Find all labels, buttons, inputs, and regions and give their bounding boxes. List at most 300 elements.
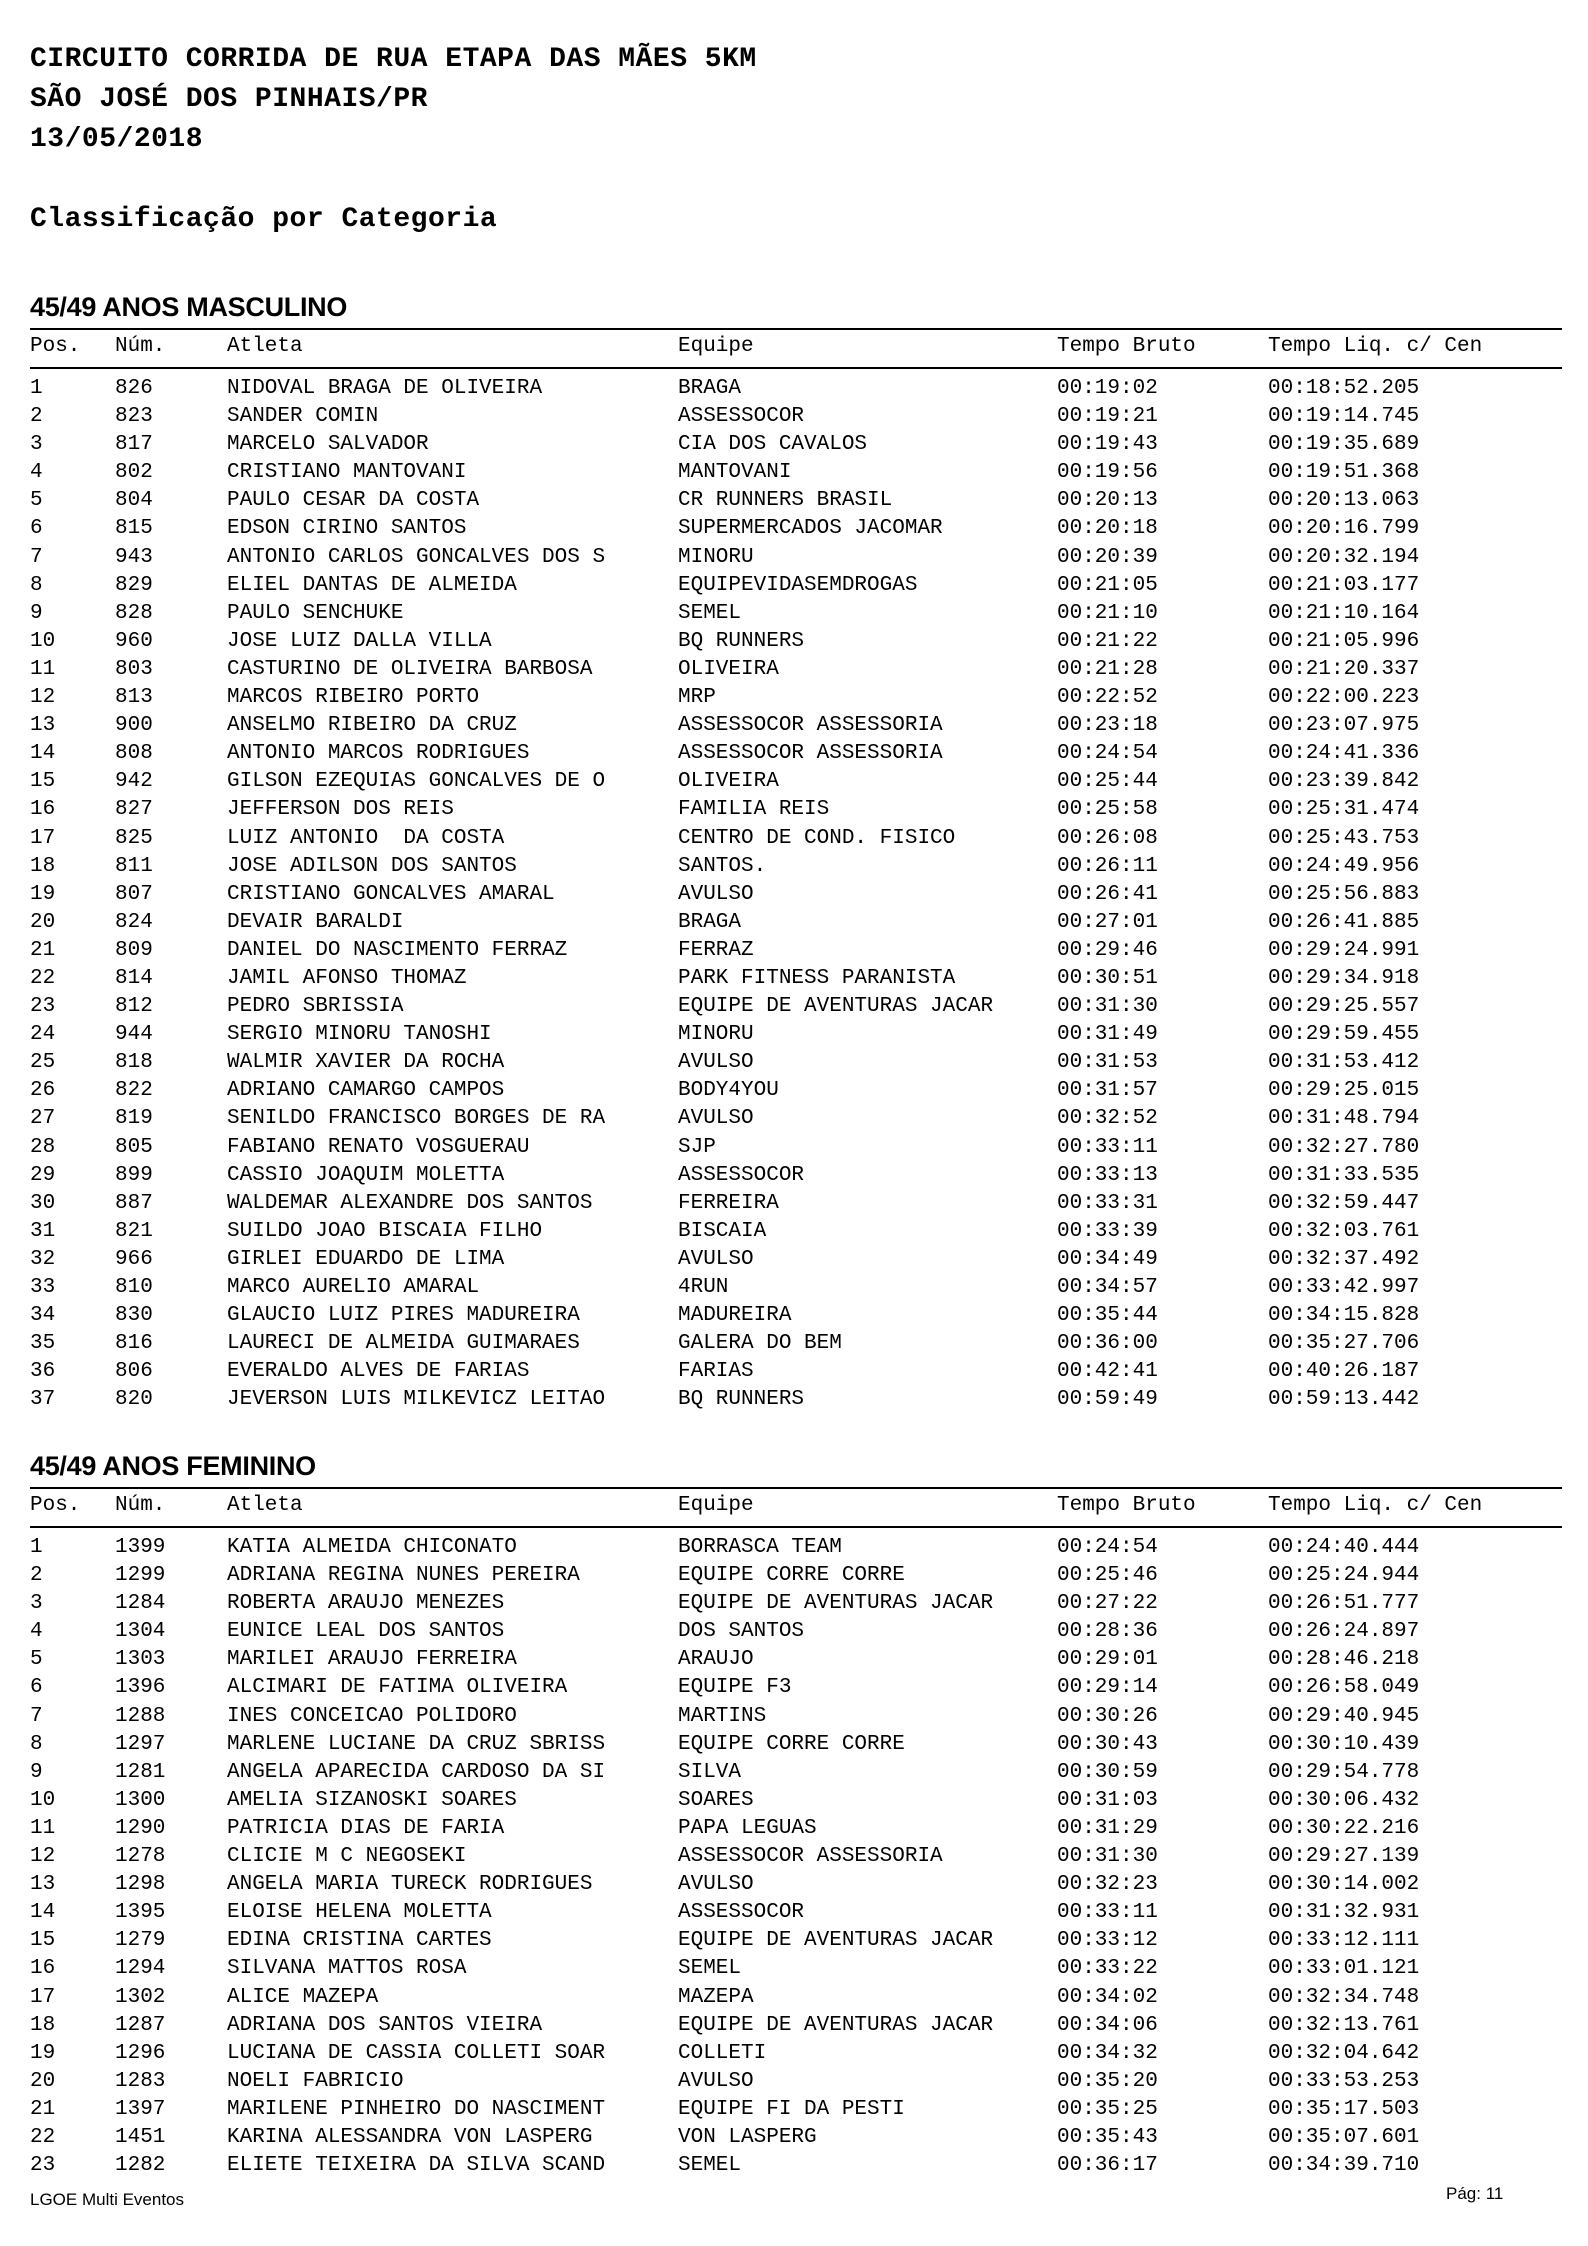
cell-equipe: GALERA DO BEM bbox=[678, 1332, 842, 1356]
cell-pos: 19 bbox=[30, 2041, 56, 2065]
category-section-masculino bbox=[30, 290, 1562, 1414]
cell-tempo-bruto: 00:25:44 bbox=[1057, 770, 1158, 794]
cell-num: 900 bbox=[115, 714, 153, 738]
cell-tempo-liq: 00:21:05.996 bbox=[1268, 629, 1420, 653]
cell-equipe: COLLETI bbox=[678, 2041, 767, 2065]
cell-tempo-bruto: 00:34:32 bbox=[1057, 2041, 1158, 2065]
document-header bbox=[30, 40, 757, 160]
cell-num: 802 bbox=[115, 461, 153, 485]
cell-tempo-bruto: 00:24:54 bbox=[1057, 1536, 1158, 1559]
cell-pos: 28 bbox=[30, 1135, 56, 1159]
event-title: CIRCUITO CORRIDA DE RUA ETAPA DAS MÃES 5KM bbox=[30, 44, 757, 75]
cell-atleta: NOELI FABRICIO bbox=[227, 2069, 404, 2093]
cell-num: 1399 bbox=[115, 1536, 166, 1559]
cell-num: 812 bbox=[115, 995, 153, 1019]
cell-tempo-bruto: 00:32:52 bbox=[1057, 1107, 1158, 1131]
cell-atleta: CLICIE M C NEGOSEKI bbox=[227, 1845, 467, 1869]
cell-num: 808 bbox=[115, 742, 153, 766]
cell-num: 1279 bbox=[115, 1929, 166, 1953]
cell-atleta: SENILDO FRANCISCO BORGES DE RA bbox=[227, 1107, 606, 1131]
cell-num: 822 bbox=[115, 1079, 153, 1103]
cell-equipe: FERREIRA bbox=[678, 1191, 779, 1215]
cell-pos: 23 bbox=[30, 2154, 56, 2178]
table-row bbox=[30, 1927, 1562, 1955]
cell-equipe: ASSESSOCOR bbox=[678, 1163, 805, 1187]
cell-tempo-liq: 00:32:27.780 bbox=[1268, 1135, 1420, 1159]
table-row bbox=[30, 1021, 1562, 1049]
cell-num: 804 bbox=[115, 489, 153, 513]
cell-atleta: CRISTIANO MANTOVANI bbox=[227, 461, 467, 485]
cell-num: 807 bbox=[115, 882, 153, 906]
col-header-pos: Pos. bbox=[30, 1494, 81, 1517]
cell-equipe: AVULSO bbox=[678, 1247, 754, 1271]
cell-tempo-liq: 00:24:41.336 bbox=[1268, 742, 1420, 766]
table-row bbox=[30, 993, 1562, 1021]
cell-num: 1299 bbox=[115, 1564, 166, 1588]
cell-atleta: EDSON CIRINO SANTOS bbox=[227, 517, 467, 541]
cell-tempo-bruto: 00:20:13 bbox=[1057, 489, 1158, 513]
cell-tempo-liq: 00:23:07.975 bbox=[1268, 714, 1420, 738]
table-row bbox=[30, 1105, 1562, 1133]
cell-tempo-bruto: 00:27:01 bbox=[1057, 910, 1158, 934]
cell-atleta: ROBERTA ARAUJO MENEZES bbox=[227, 1592, 505, 1616]
table-row bbox=[30, 1134, 1562, 1162]
cell-equipe: SEMEL bbox=[678, 2154, 742, 2178]
cell-pos: 4 bbox=[30, 1620, 43, 1644]
cell-tempo-bruto: 00:21:28 bbox=[1057, 657, 1158, 681]
cell-atleta: SANDER COMIN bbox=[227, 405, 379, 429]
cell-tempo-liq: 00:25:24.944 bbox=[1268, 1564, 1420, 1588]
cell-atleta: ELOISE HELENA MOLETTA bbox=[227, 1901, 492, 1925]
cell-equipe: AVULSO bbox=[678, 1051, 754, 1075]
table-row bbox=[30, 853, 1562, 881]
cell-equipe: SJP bbox=[678, 1135, 716, 1159]
table-row bbox=[30, 1274, 1562, 1302]
table-row bbox=[30, 1759, 1562, 1787]
cell-tempo-liq: 00:25:43.753 bbox=[1268, 826, 1420, 850]
cell-equipe: DOS SANTOS bbox=[678, 1620, 805, 1644]
cell-tempo-liq: 00:32:03.761 bbox=[1268, 1219, 1420, 1243]
cell-pos: 9 bbox=[30, 1760, 43, 1784]
table-row bbox=[30, 1358, 1562, 1386]
cell-tempo-bruto: 00:42:41 bbox=[1057, 1360, 1158, 1384]
table-row bbox=[30, 1984, 1562, 2012]
cell-tempo-bruto: 00:29:46 bbox=[1057, 938, 1158, 962]
cell-pos: 20 bbox=[30, 910, 56, 934]
table-row bbox=[30, 712, 1562, 740]
cell-equipe: MINORU bbox=[678, 1023, 754, 1047]
cell-equipe: EQUIPE DE AVENTURAS JACAR bbox=[678, 2013, 994, 2037]
cell-atleta: PEDRO SBRISSIA bbox=[227, 995, 404, 1019]
table-row bbox=[30, 1330, 1562, 1358]
table-row bbox=[30, 1618, 1562, 1646]
page-label: Pág: bbox=[1446, 2184, 1481, 2203]
cell-tempo-bruto: 00:28:36 bbox=[1057, 1620, 1158, 1644]
cell-pos: 35 bbox=[30, 1332, 56, 1356]
classification-subtitle: Classificação por Categoria bbox=[30, 204, 498, 235]
cell-tempo-bruto: 00:35:43 bbox=[1057, 2125, 1158, 2149]
cell-pos: 2 bbox=[30, 1564, 43, 1588]
table-row bbox=[30, 1815, 1562, 1843]
cell-num: 817 bbox=[115, 433, 153, 457]
cell-tempo-liq: 00:19:35.689 bbox=[1268, 433, 1420, 457]
cell-equipe: BODY4YOU bbox=[678, 1079, 779, 1103]
cell-tempo-bruto: 00:31:49 bbox=[1057, 1023, 1158, 1047]
cell-tempo-bruto: 00:20:39 bbox=[1057, 545, 1158, 569]
cell-equipe: ASSESSOCOR ASSESSORIA bbox=[678, 742, 943, 766]
cell-pos: 3 bbox=[30, 433, 43, 457]
cell-tempo-liq: 00:29:40.945 bbox=[1268, 1704, 1420, 1728]
table-row bbox=[30, 375, 1562, 403]
section-title: 45/49 ANOS MASCULINO bbox=[30, 292, 348, 322]
cell-pos: 2 bbox=[30, 405, 43, 429]
cell-tempo-bruto: 00:33:31 bbox=[1057, 1191, 1158, 1215]
cell-num: 899 bbox=[115, 1163, 153, 1187]
table-row bbox=[30, 2068, 1562, 2096]
cell-num: 823 bbox=[115, 405, 153, 429]
cell-pos: 36 bbox=[30, 1360, 56, 1384]
cell-num: 828 bbox=[115, 601, 153, 625]
cell-tempo-liq: 00:30:14.002 bbox=[1268, 1873, 1420, 1897]
cell-tempo-bruto: 00:33:11 bbox=[1057, 1135, 1158, 1159]
cell-atleta: EUNICE LEAL DOS SANTOS bbox=[227, 1620, 505, 1644]
cell-equipe: SEMEL bbox=[678, 1957, 742, 1981]
cell-atleta: MARILENE PINHEIRO DO NASCIMENT bbox=[227, 2097, 606, 2121]
cell-pos: 1 bbox=[30, 1536, 43, 1559]
col-header-tempo-bruto: Tempo Bruto bbox=[1057, 1494, 1196, 1517]
cell-tempo-liq: 00:25:56.883 bbox=[1268, 882, 1420, 906]
cell-tempo-bruto: 00:32:23 bbox=[1057, 1873, 1158, 1897]
event-date: 13/05/2018 bbox=[30, 124, 204, 155]
cell-equipe: AVULSO bbox=[678, 1873, 754, 1897]
cell-pos: 15 bbox=[30, 1929, 56, 1953]
cell-pos: 6 bbox=[30, 517, 43, 541]
cell-pos: 12 bbox=[30, 1845, 56, 1869]
cell-pos: 11 bbox=[30, 657, 56, 681]
cell-num: 943 bbox=[115, 545, 153, 569]
cell-pos: 30 bbox=[30, 1191, 56, 1215]
cell-equipe: SOARES bbox=[678, 1788, 754, 1812]
cell-equipe: AVULSO bbox=[678, 2069, 754, 2093]
cell-equipe: ASSESSOCOR ASSESSORIA bbox=[678, 714, 943, 738]
cell-tempo-liq: 00:35:17.503 bbox=[1268, 2097, 1420, 2121]
cell-num: 1395 bbox=[115, 1901, 166, 1925]
cell-tempo-bruto: 00:21:22 bbox=[1057, 629, 1158, 653]
cell-atleta: ADRIANA REGINA NUNES PEREIRA bbox=[227, 1564, 580, 1588]
table-row bbox=[30, 600, 1562, 628]
cell-tempo-liq: 00:30:10.439 bbox=[1268, 1732, 1420, 1756]
cell-equipe: FAMILIA REIS bbox=[678, 798, 830, 822]
col-header-atleta: Atleta bbox=[227, 1494, 303, 1517]
cell-atleta: SERGIO MINORU TANOSHI bbox=[227, 1023, 492, 1047]
cell-atleta: JEVERSON LUIS MILKEVICZ LEITAO bbox=[227, 1388, 606, 1412]
cell-num: 811 bbox=[115, 854, 153, 878]
table-row bbox=[30, 1899, 1562, 1927]
cell-pos: 14 bbox=[30, 1901, 56, 1925]
cell-atleta: ANTONIO CARLOS GONCALVES DOS S bbox=[227, 545, 606, 569]
table-row bbox=[30, 768, 1562, 796]
cell-pos: 7 bbox=[30, 545, 43, 569]
cell-tempo-liq: 00:29:27.139 bbox=[1268, 1845, 1420, 1869]
cell-pos: 5 bbox=[30, 489, 43, 513]
cell-tempo-liq: 00:31:48.794 bbox=[1268, 1107, 1420, 1131]
cell-equipe: SANTOS. bbox=[678, 854, 767, 878]
cell-num: 1296 bbox=[115, 2041, 166, 2065]
cell-tempo-bruto: 00:31:53 bbox=[1057, 1051, 1158, 1075]
cell-tempo-bruto: 00:35:25 bbox=[1057, 2097, 1158, 2121]
cell-pos: 10 bbox=[30, 629, 56, 653]
cell-tempo-liq: 00:26:24.897 bbox=[1268, 1620, 1420, 1644]
table-row bbox=[30, 825, 1562, 853]
cell-pos: 31 bbox=[30, 1219, 56, 1243]
cell-num: 1288 bbox=[115, 1704, 166, 1728]
cell-pos: 16 bbox=[30, 1957, 56, 1981]
col-header-tempo-liq: Tempo Liq. c/ Cen bbox=[1268, 335, 1483, 358]
cell-atleta: ELIETE TEIXEIRA DA SILVA SCAND bbox=[227, 2154, 606, 2178]
col-header-atleta: Atleta bbox=[227, 335, 303, 358]
cell-pos: 20 bbox=[30, 2069, 56, 2093]
cell-equipe: MINORU bbox=[678, 545, 754, 569]
table-row bbox=[30, 656, 1562, 684]
cell-equipe: SILVA bbox=[678, 1760, 742, 1784]
cell-num: 1278 bbox=[115, 1845, 166, 1869]
cell-tempo-bruto: 00:33:22 bbox=[1057, 1957, 1158, 1981]
cell-atleta: WALMIR XAVIER DA ROCHA bbox=[227, 1051, 505, 1075]
cell-equipe: CR RUNNERS BRASIL bbox=[678, 489, 893, 513]
cell-tempo-bruto: 00:36:17 bbox=[1057, 2154, 1158, 2178]
cell-tempo-liq: 00:29:25.015 bbox=[1268, 1079, 1420, 1103]
table-row bbox=[30, 965, 1562, 993]
cell-tempo-bruto: 00:31:30 bbox=[1057, 1845, 1158, 1869]
table-row bbox=[30, 1049, 1562, 1077]
cell-num: 816 bbox=[115, 1332, 153, 1356]
cell-atleta: PATRICIA DIAS DE FARIA bbox=[227, 1816, 505, 1840]
cell-equipe: EQUIPE DE AVENTURAS JACAR bbox=[678, 995, 994, 1019]
cell-atleta: JOSE ADILSON DOS SANTOS bbox=[227, 854, 517, 878]
table-row bbox=[30, 909, 1562, 937]
cell-tempo-liq: 00:20:13.063 bbox=[1268, 489, 1420, 513]
cell-num: 1451 bbox=[115, 2125, 166, 2149]
cell-num: 810 bbox=[115, 1276, 153, 1299]
cell-tempo-liq: 00:32:04.642 bbox=[1268, 2041, 1420, 2065]
cell-equipe: EQUIPE FI DA PESTI bbox=[678, 2097, 905, 2121]
cell-pos: 8 bbox=[30, 1732, 43, 1756]
cell-atleta: SUILDO JOAO BISCAIA FILHO bbox=[227, 1219, 543, 1243]
cell-num: 1284 bbox=[115, 1592, 166, 1616]
cell-tempo-bruto: 00:19:21 bbox=[1057, 405, 1158, 429]
cell-num: 960 bbox=[115, 629, 153, 653]
cell-tempo-liq: 00:33:42.997 bbox=[1268, 1276, 1420, 1299]
cell-atleta: WALDEMAR ALEXANDRE DOS SANTOS bbox=[227, 1191, 593, 1215]
table-row bbox=[30, 1218, 1562, 1246]
col-header-tempo-bruto: Tempo Bruto bbox=[1057, 335, 1196, 358]
cell-tempo-bruto: 00:35:44 bbox=[1057, 1304, 1158, 1328]
cell-equipe: ARAUJO bbox=[678, 1648, 754, 1672]
cell-tempo-bruto: 00:35:20 bbox=[1057, 2069, 1158, 2093]
table-row bbox=[30, 1562, 1562, 1590]
cell-atleta: EDINA CRISTINA CARTES bbox=[227, 1929, 492, 1953]
cell-atleta: AMELIA SIZANOSKI SOARES bbox=[227, 1788, 517, 1812]
cell-num: 814 bbox=[115, 966, 153, 990]
cell-num: 806 bbox=[115, 1360, 153, 1384]
cell-tempo-bruto: 00:34:02 bbox=[1057, 1985, 1158, 2009]
cell-atleta: KARINA ALESSANDRA VON LASPERG bbox=[227, 2125, 593, 2149]
cell-atleta: ELIEL DANTAS DE ALMEIDA bbox=[227, 573, 517, 597]
cell-atleta: JAMIL AFONSO THOMAZ bbox=[227, 966, 467, 990]
cell-tempo-bruto: 00:21:10 bbox=[1057, 601, 1158, 625]
cell-tempo-liq: 00:32:37.492 bbox=[1268, 1247, 1420, 1271]
cell-tempo-bruto: 00:25:58 bbox=[1057, 798, 1158, 822]
cell-pos: 8 bbox=[30, 573, 43, 597]
col-header-num: Núm. bbox=[115, 1494, 166, 1517]
cell-atleta: PAULO SENCHUKE bbox=[227, 601, 404, 625]
cell-atleta: LAURECI DE ALMEIDA GUIMARAES bbox=[227, 1332, 580, 1356]
cell-pos: 34 bbox=[30, 1304, 56, 1328]
cell-atleta: ADRIANA DOS SANTOS VIEIRA bbox=[227, 2013, 543, 2037]
cell-equipe: PARK FITNESS PARANISTA bbox=[678, 966, 956, 990]
cell-pos: 17 bbox=[30, 826, 56, 850]
cell-pos: 18 bbox=[30, 2013, 56, 2037]
cell-tempo-liq: 00:33:53.253 bbox=[1268, 2069, 1420, 2093]
table-row bbox=[30, 1077, 1562, 1105]
cell-tempo-liq: 00:21:20.337 bbox=[1268, 657, 1420, 681]
cell-tempo-bruto: 00:26:41 bbox=[1057, 882, 1158, 906]
cell-num: 942 bbox=[115, 770, 153, 794]
table-row bbox=[30, 2124, 1562, 2152]
cell-equipe: OLIVEIRA bbox=[678, 770, 779, 794]
cell-tempo-liq: 00:26:41.885 bbox=[1268, 910, 1420, 934]
cell-pos: 22 bbox=[30, 2125, 56, 2149]
table-row bbox=[30, 1674, 1562, 1702]
cell-tempo-bruto: 00:31:29 bbox=[1057, 1816, 1158, 1840]
cell-atleta: JOSE LUIZ DALLA VILLA bbox=[227, 629, 492, 653]
cell-pos: 21 bbox=[30, 938, 56, 962]
table-row bbox=[30, 1787, 1562, 1815]
cell-tempo-bruto: 00:26:08 bbox=[1057, 826, 1158, 850]
cell-pos: 3 bbox=[30, 1592, 43, 1616]
cell-equipe: EQUIPE DE AVENTURAS JACAR bbox=[678, 1592, 994, 1616]
cell-atleta: PAULO CESAR DA COSTA bbox=[227, 489, 480, 513]
table-row bbox=[30, 1162, 1562, 1190]
cell-atleta: LUIZ ANTONIO DA COSTA bbox=[227, 826, 505, 850]
cell-tempo-bruto: 00:23:18 bbox=[1057, 714, 1158, 738]
cell-tempo-bruto: 00:31:03 bbox=[1057, 1788, 1158, 1812]
cell-tempo-liq: 00:30:06.432 bbox=[1268, 1788, 1420, 1812]
cell-tempo-liq: 00:34:39.710 bbox=[1268, 2154, 1420, 2178]
cell-atleta: MARLENE LUCIANE DA CRUZ SBRISS bbox=[227, 1732, 606, 1756]
cell-equipe: BORRASCA TEAM bbox=[678, 1536, 842, 1559]
col-header-tempo-liq: Tempo Liq. c/ Cen bbox=[1268, 1494, 1483, 1517]
table-row bbox=[30, 431, 1562, 459]
cell-num: 1302 bbox=[115, 1985, 166, 2009]
cell-tempo-liq: 00:29:25.557 bbox=[1268, 995, 1420, 1019]
cell-atleta: GIRLEI EDUARDO DE LIMA bbox=[227, 1247, 505, 1271]
cell-pos: 33 bbox=[30, 1276, 56, 1299]
table-row bbox=[30, 881, 1562, 909]
cell-equipe: BRAGA bbox=[678, 377, 742, 400]
cell-num: 1397 bbox=[115, 2097, 166, 2121]
cell-num: 818 bbox=[115, 1051, 153, 1075]
table-row bbox=[30, 544, 1562, 572]
table-row bbox=[30, 1871, 1562, 1899]
table-row bbox=[30, 1843, 1562, 1871]
cell-pos: 12 bbox=[30, 686, 56, 710]
cell-tempo-bruto: 00:27:22 bbox=[1057, 1592, 1158, 1616]
cell-num: 1281 bbox=[115, 1760, 166, 1784]
cell-num: 827 bbox=[115, 798, 153, 822]
cell-equipe: EQUIPE F3 bbox=[678, 1676, 792, 1700]
cell-atleta: CASSIO JOAQUIM MOLETTA bbox=[227, 1163, 505, 1187]
cell-tempo-bruto: 00:21:05 bbox=[1057, 573, 1158, 597]
cell-tempo-bruto: 00:30:51 bbox=[1057, 966, 1158, 990]
cell-tempo-liq: 00:29:54.778 bbox=[1268, 1760, 1420, 1784]
cell-num: 1282 bbox=[115, 2154, 166, 2178]
cell-equipe: BQ RUNNERS bbox=[678, 1388, 805, 1412]
cell-pos: 13 bbox=[30, 714, 56, 738]
cell-equipe: AVULSO bbox=[678, 1107, 754, 1131]
cell-atleta: GLAUCIO LUIZ PIRES MADUREIRA bbox=[227, 1304, 580, 1328]
cell-tempo-liq: 00:33:01.121 bbox=[1268, 1957, 1420, 1981]
cell-equipe: ASSESSOCOR bbox=[678, 1901, 805, 1925]
cell-atleta: SILVANA MATTOS ROSA bbox=[227, 1957, 467, 1981]
cell-equipe: 4RUN bbox=[678, 1276, 729, 1299]
cell-atleta: LUCIANA DE CASSIA COLLETI SOAR bbox=[227, 2041, 606, 2065]
cell-tempo-bruto: 00:34:06 bbox=[1057, 2013, 1158, 2037]
cell-tempo-bruto: 00:34:49 bbox=[1057, 1247, 1158, 1271]
cell-equipe: VON LASPERG bbox=[678, 2125, 817, 2149]
cell-tempo-liq: 00:19:51.368 bbox=[1268, 461, 1420, 485]
cell-pos: 29 bbox=[30, 1163, 56, 1187]
cell-tempo-liq: 00:26:58.049 bbox=[1268, 1676, 1420, 1700]
cell-tempo-bruto: 00:29:14 bbox=[1057, 1676, 1158, 1700]
cell-tempo-bruto: 00:19:02 bbox=[1057, 377, 1158, 400]
cell-tempo-liq: 00:21:10.164 bbox=[1268, 601, 1420, 625]
col-header-pos: Pos. bbox=[30, 335, 81, 358]
cell-atleta: CASTURINO DE OLIVEIRA BARBOSA bbox=[227, 657, 593, 681]
event-location: SÃO JOSÉ DOS PINHAIS/PR bbox=[30, 84, 428, 115]
table-row bbox=[30, 1534, 1562, 1562]
footer-organizer: LGOE Multi Eventos bbox=[30, 2190, 185, 2209]
cell-atleta: CRISTIANO GONCALVES AMARAL bbox=[227, 882, 555, 906]
cell-num: 824 bbox=[115, 910, 153, 934]
cell-num: 1283 bbox=[115, 2069, 166, 2093]
cell-num: 966 bbox=[115, 1247, 153, 1271]
table-row bbox=[30, 459, 1562, 487]
cell-equipe: EQUIPE CORRE CORRE bbox=[678, 1564, 905, 1588]
cell-num: 809 bbox=[115, 938, 153, 962]
cell-num: 820 bbox=[115, 1388, 153, 1412]
cell-tempo-liq: 00:19:14.745 bbox=[1268, 405, 1420, 429]
table-row bbox=[30, 937, 1562, 965]
cell-tempo-bruto: 00:19:43 bbox=[1057, 433, 1158, 457]
cell-num: 825 bbox=[115, 826, 153, 850]
cell-tempo-liq: 00:20:16.799 bbox=[1268, 517, 1420, 541]
cell-num: 815 bbox=[115, 517, 153, 541]
cell-equipe: MADUREIRA bbox=[678, 1304, 792, 1328]
cell-num: 944 bbox=[115, 1023, 153, 1047]
table-row bbox=[30, 403, 1562, 431]
cell-tempo-bruto: 00:59:49 bbox=[1057, 1388, 1158, 1412]
cell-tempo-liq: 00:23:39.842 bbox=[1268, 770, 1420, 794]
cell-tempo-bruto: 00:22:52 bbox=[1057, 686, 1158, 710]
cell-num: 830 bbox=[115, 1304, 153, 1328]
table-row bbox=[30, 1246, 1562, 1274]
table-row bbox=[30, 1955, 1562, 1983]
cell-atleta: MARILEI ARAUJO FERREIRA bbox=[227, 1648, 517, 1672]
cell-pos: 19 bbox=[30, 882, 56, 906]
cell-equipe: EQUIPEVIDASEMDROGAS bbox=[678, 573, 918, 597]
cell-pos: 13 bbox=[30, 1873, 56, 1897]
